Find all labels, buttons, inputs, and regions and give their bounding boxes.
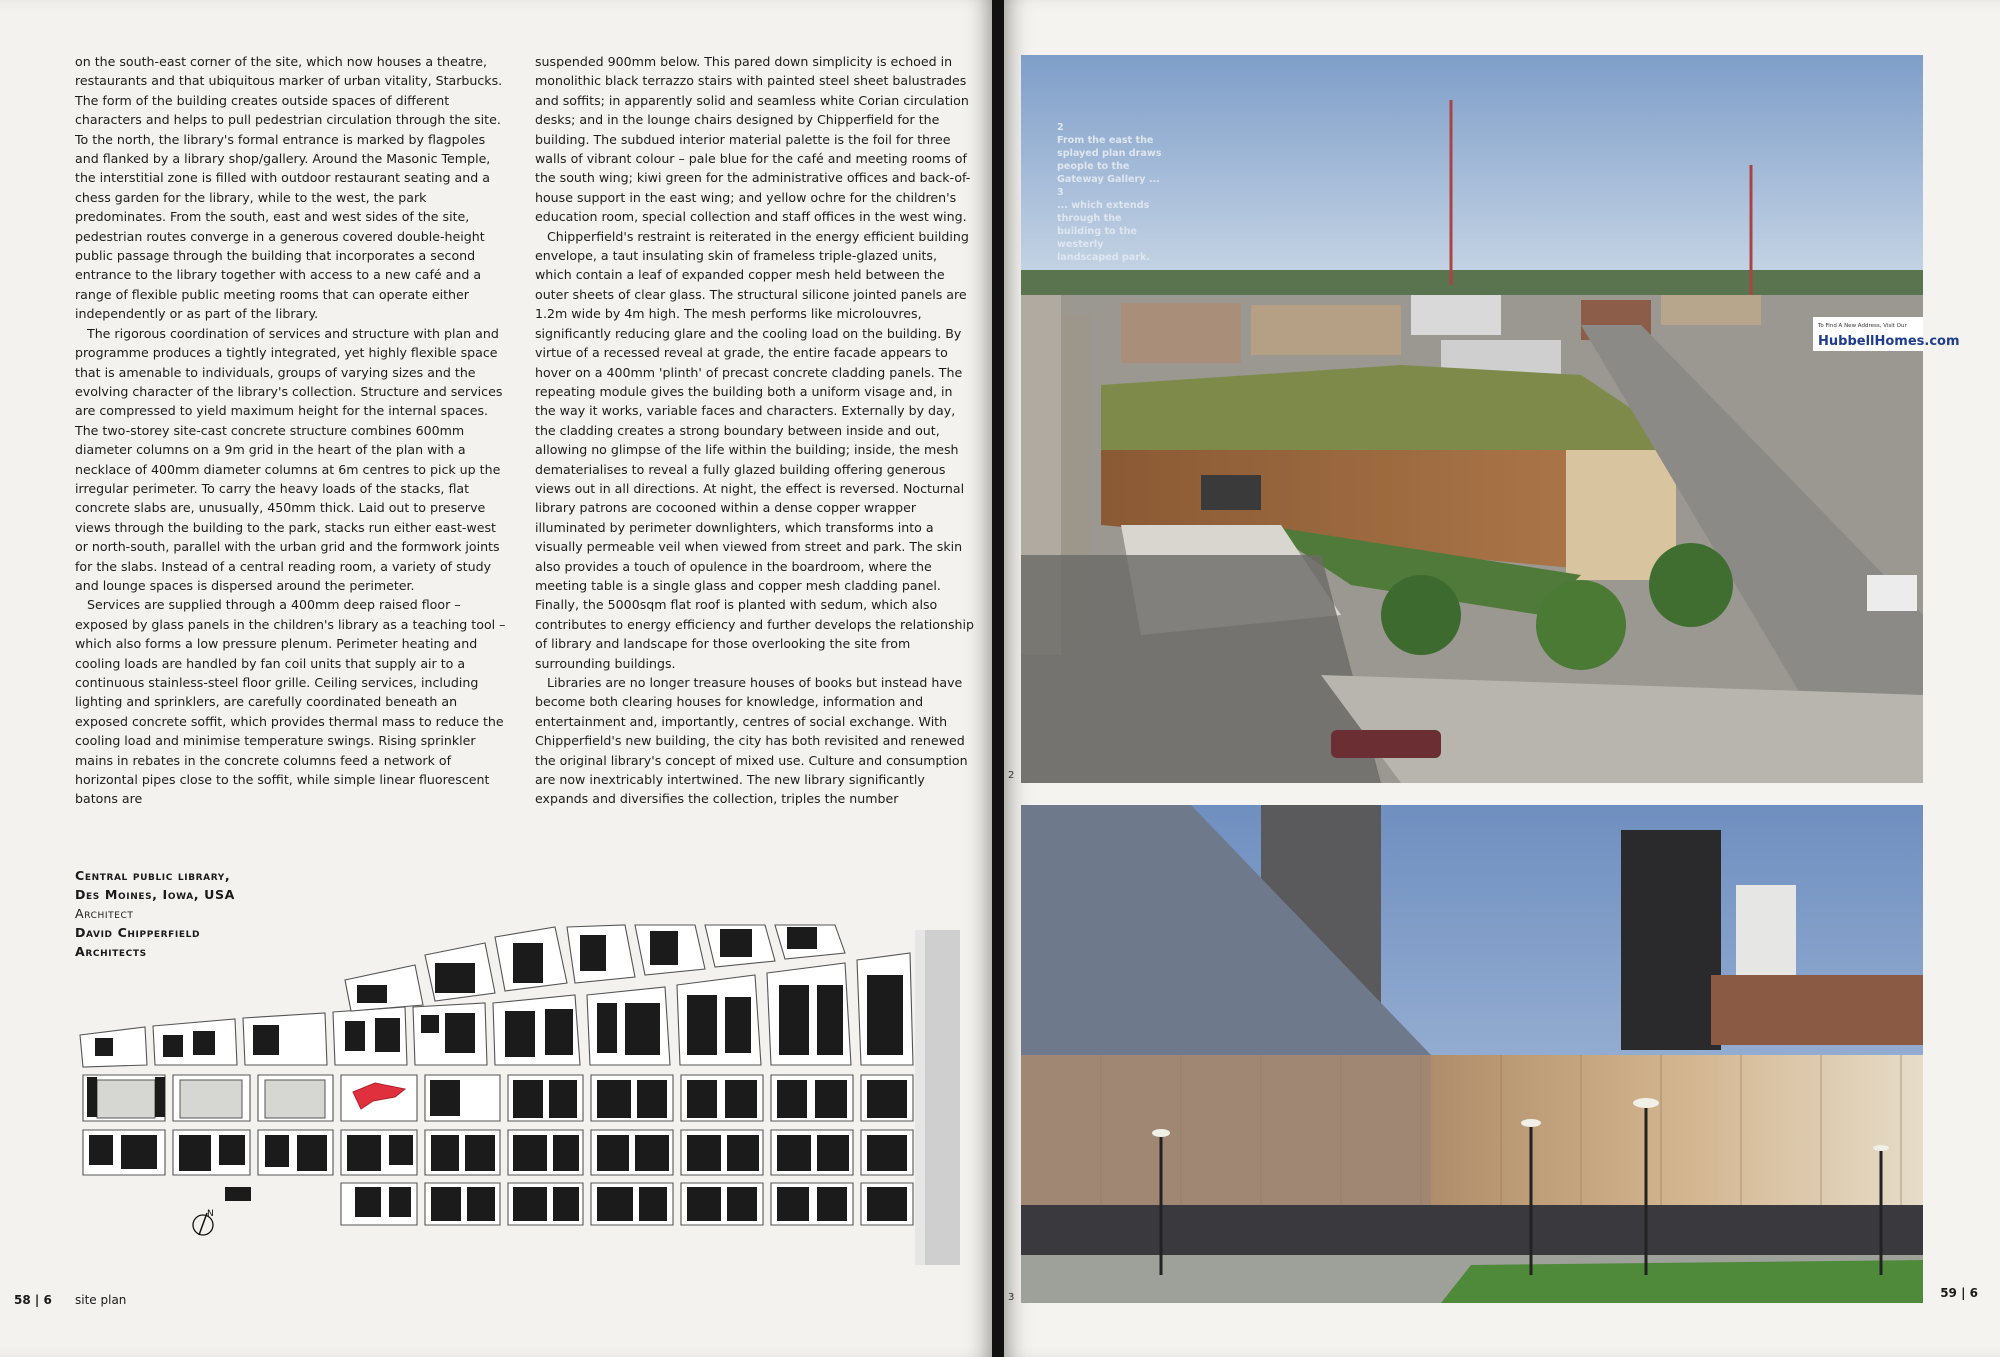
project-title-line1: Central public library, — [75, 868, 231, 883]
photo-caption — [1057, 121, 1167, 264]
paragraph: The rigorous coordination of services and structure with plan and programme produces a tightly integrated, yet highly flexible space that is amenable to individuals, groups of varying sizes and the evolving character of the library's collection. Structure and services are compressed to yield maximum height for the internal spaces. The two-storey site-cast concrete structure combines 600mm diameter columns on a 9m grid in the heart of the plan with a necklace of 400mm diameter columns at 6m centres to pick up the irregular perimeter. To carry the heavy loads of the stacks, flat concrete slabs are, unusually, 450mm thick. Laid out to preserve views through the building to the park, stacks run either east-west or north-south, parallel with the urban grid and the formwork joints for the slabs. Instead of a central reading room, a variety of study and lounge spaces is dispersed around the perimeter. — [75, 325, 503, 593]
folio-label-left: site plan — [75, 1293, 127, 1307]
caption-text-3: ... which extends through the building to the westerly landscaped park. — [1057, 200, 1151, 263]
caption-text-2: From the east the splayed plan draws people to the Gateway Gallery ... — [1057, 135, 1162, 185]
project-title-line2: Des Moines, Iowa, USA — [75, 887, 235, 902]
architect-name-line2: Architects — [75, 944, 147, 959]
paragraph: on the south-east corner of the site, which now houses a theatre, restaurants and that ubiquitous marker of urban vitality, Starbucks. The form of the building creates outside spaces of different characters and helps to pull pedestrian circulation through the site. To the north, the library's formal entrance is marked by flagpoles and flanked by a library shop/gallery. Around the Masonic Temple, the interstitial zone is filled with outdoor restaurant seating and a chess garden for the library, while to the west, the park predominates. From the south, east and west sides of the site, pedestrian routes converge in a generous covered double-height public passage through the building that incorporates a second entrance to the library together with access to a new café and a range of flexible public meeting rooms that can operate either independently or as part of the library. — [75, 54, 503, 322]
book-gutter — [992, 0, 1004, 1357]
paragraph: Chipperfield's restraint is reiterated in the energy efficient building envelope, a taut insulating skin of frameless triple-glazed units, which contain a leaf of expanded copper mesh held between the outer sheets of clear glass. The structural silicone jointed panels are 1.2m wide by 4m high. The mesh performs like microlouvres, significantly reducing glare and the cooling load on the building. By virtue of a recessed reveal at grade, the entire facade appears to hover on a 400mm 'plinth' of precast concrete cladding panels. The repeating module gives the building both a uniform visage and, in the way it works, variable faces and characters. Externally by day, the cladding creates a strong boundary between inside and out, allowing no glimpse of the life within the building; inside, the mesh dematerialises to reveal a fully glazed building offering generous views out in all directions. At night, the effect is reversed. Nocturnal library patrons are cocooned within a dense copper wrapper illuminated by perimeter downlighters, which transforms into a visually permeable veil when viewed from street and park. The skin also provides a touch of opulence in the boardroom, where the meeting table is a single glass and copper mesh cladding panel. Finally, the 5000sqm flat roof is planted with sedum, which also contributes to energy efficiency and further develops the relationship of library and landscape for those overlooking the site from surrounding buildings. — [535, 228, 974, 671]
site-plan-map — [75, 925, 975, 1265]
photo-number-3: 3 — [1008, 1292, 1015, 1303]
paragraph: suspended 900mm below. This pared down simplicity is echoed in monolithic black terrazzo stairs with painted steel sheet balustrades and soffits; in apparently solid and seamless white Corian circulation desks; and in the lounge chairs designed by Chipperfield for the building. The subdued interior material palette is the foil for three walls of vibrant colour – pale blue for the café and meeting rooms of the south wing; kiwi green for the administrative offices and back-of-house support in the east wing; and yellow ochre for the children's education room, special collection and staff offices in the west wing. — [535, 54, 971, 225]
right-page — [1004, 0, 2000, 1357]
north-label: N — [207, 1209, 214, 1219]
folio-number-right: 59 | 6 — [1940, 1286, 1978, 1300]
billboard-small-text: To Find A New Address, Visit Our — [1818, 323, 1907, 329]
caption-num-3: 3 — [1057, 187, 1064, 198]
architect-name-line1: David Chipperfield — [75, 925, 201, 940]
photo-library-facade — [1021, 805, 1923, 1303]
caption-num-2: 2 — [1057, 122, 1064, 133]
paragraph: Services are supplied through a 400mm deep raised floor – exposed by glass panels in the children's library as a teaching tool – which also forms a low pressure plenum. Perimeter heating and cooling loads are handled by fan coil units that supply air to a continuous stainless-steel floor grille. Ceiling services, including lighting and sprinklers, are carefully coordinated beneath an exposed concrete soffit, which provides thermal mass to reduce the cooling load and minimise temperature swings. Rising sprinkler mains in rebates in the concrete columns feed a network of horizontal pipes close to the soffit, while simple linear fluorescent batons are — [75, 597, 506, 807]
text-column-1 — [75, 52, 512, 809]
billboard-text: HubbellHomes.com — [1818, 334, 1960, 349]
paragraph: Libraries are no longer treasure houses of books but instead have become both clearing houses for knowledge, information and entertainment and, importantly, centres of social exchange. With Chipperfield's new building, the city has both revisited and renewed the original library's concept of mixed use. Culture and consumption are now inextricably intertwined. The new library significantly expands and diversifies the collection, triples the number — [535, 675, 968, 807]
left-page — [0, 0, 992, 1357]
folio-number-left: 58 | 6 — [14, 1293, 52, 1307]
text-column-2 — [535, 52, 975, 809]
photo-aerial-library — [1021, 55, 1960, 783]
photo-number-2: 2 — [1008, 770, 1015, 781]
architect-role: Architect — [75, 906, 134, 921]
